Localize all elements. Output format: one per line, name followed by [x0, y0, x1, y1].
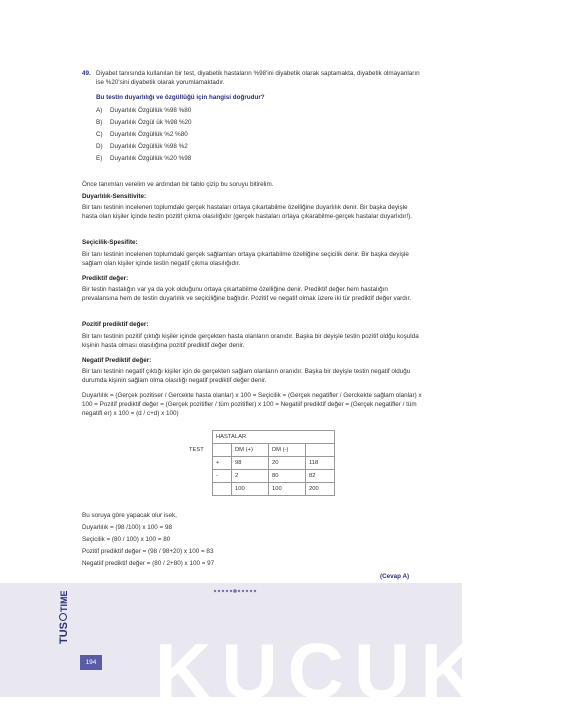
- page-number: 194: [80, 655, 102, 670]
- option-d: D) Duyarlılık Özgüllük %98 %2: [96, 143, 188, 150]
- contingency-table: [186, 430, 335, 496]
- ppv-title: Pozitif prediktif değer:: [82, 321, 149, 328]
- calc-line: Duyarlılık = (98 /100) x 100 = 98: [82, 524, 172, 531]
- intro-text: Önce tanımları verelim ve ardından bir tablo çizip bu soruyu bitirelim.: [82, 181, 274, 188]
- question-ask: Bu testin duyarlılığı ve özgüllüğü için hangisi doğrudur?: [96, 94, 265, 101]
- ppv-text: Bir tanı testinin pozitif çıktığı kişiler içinde gerçekten hasta olanların oranıdır. Başka bir deyişle testin pozitif oldğu koşulda kişinin hasta olması olasılığına pozitif prediktif değer denir.: [82, 333, 419, 349]
- ornament-divider: [213, 588, 257, 594]
- predictive-title: Prediktif değer:: [82, 275, 129, 282]
- question-text: Diyabet tanısında kullanılan bir test, diyabetik hastaların %98'ini diyabetik olarak saptamakta, diyabetik olmayanların ise %20'sini diyabetik olarak yorumlamaktadır.: [96, 70, 420, 86]
- option-a: A) Duyarlılık Özgüllük %98 %80: [96, 107, 192, 114]
- question-number: 49.: [82, 70, 91, 77]
- col-dm-neg: DM (-): [269, 444, 306, 457]
- formula-text: Duyarlılık = (Gerçek pozitiser / Gercekte hasta olanlar) x 100 = Seçicilik = (Gerçek negatifler / Gerckekte sağlam olanlar) x 100 = Pozitif prediktif değer = (Gerçek pozitifler / tüm pozitifler) x 100 = Negatiif prediktif değer = (Gerçek negatifler / tüm negatifl er) x 100 = (d / c+d) x 100): [82, 392, 422, 417]
- sensitivity-text: Bir tanı testinin incelenen toplumdaki gerçek hastaları ortaya çıkartabilme özelliğine duyarlılık denir. Bir başka deyişle hasta olan kişiler içinde testin pozitif çıkma olasılığıdır (gerçek hastaları ortaya çıkarabilme-gerçek hastalar duyarlıdır!).: [82, 204, 413, 220]
- tustime-logo: TUSTIME: [58, 590, 70, 644]
- npv-text: Bir tanı testinin negatif çıktığı kişiler için de gerçekten sağlam olanların oranıdır. Başka bir deyişle testin negatif olduğu durumda kişinin sağlam olma olasılığı negatif prediktif değer denir.: [82, 368, 411, 384]
- table-header: HASTALAR: [213, 431, 335, 444]
- calc-line: Seçicilik = (80 / 100) x 100 = 80: [82, 536, 171, 543]
- sensitivity-title: Duyarlılık-Sensitivite:: [82, 193, 147, 200]
- option-e: E) Duyarlılık Özgüllük %20 %98: [96, 155, 192, 162]
- answer-label: (Cevap A): [380, 573, 410, 580]
- table-row: - 2 80 82: [186, 470, 335, 483]
- specificity-title: Seçicilik-Spesifite:: [82, 239, 138, 246]
- npv-title: Negatif Prediktif değer:: [82, 357, 152, 364]
- specificity-text: Bir tanı testinin incelenen toplumdaki gerçek sağlamları ortaya çıkartabilme özelliğine seçicilik denir. Bir başka deyişle sağlam olan kişiler içinde testin negatif çıkma olasılığıdır.: [82, 251, 409, 267]
- watermark-text: KUÇUK S: [155, 627, 580, 715]
- calc-line: Negatiif prediktif değer = (80 / 2+80) x 100 = 97: [82, 560, 215, 567]
- calc-intro: Bu soruya göre yapacak olur isek,: [82, 512, 177, 519]
- table-row: 100 100 200: [186, 483, 335, 496]
- col-dm-pos: DM (+): [232, 444, 269, 457]
- test-label: TEST: [189, 447, 204, 453]
- calc-line: Pozitif prediktif değer = (98 / 98+20) x 100 = 83: [82, 548, 214, 555]
- predictive-text: Bir testin hastalığın var ya da yok olduğunu ortaya çıkartabilme özelliğine denir. Prediktif değer hem hastalığın prevalansına hem de testin duyarlılık ve seçiciliğine bağlıdır. Pozitif ve negatif olmak üzere iki tür prediktif değer vardır.: [82, 286, 411, 302]
- table-row: + 98 20 118: [186, 457, 335, 470]
- logo-clock-icon: [59, 613, 67, 621]
- option-c: C) Duyarlılık Özgüllük %2 %80: [96, 131, 188, 138]
- option-b: B) Duyarlılık Özgül ük %98 %20: [96, 119, 192, 126]
